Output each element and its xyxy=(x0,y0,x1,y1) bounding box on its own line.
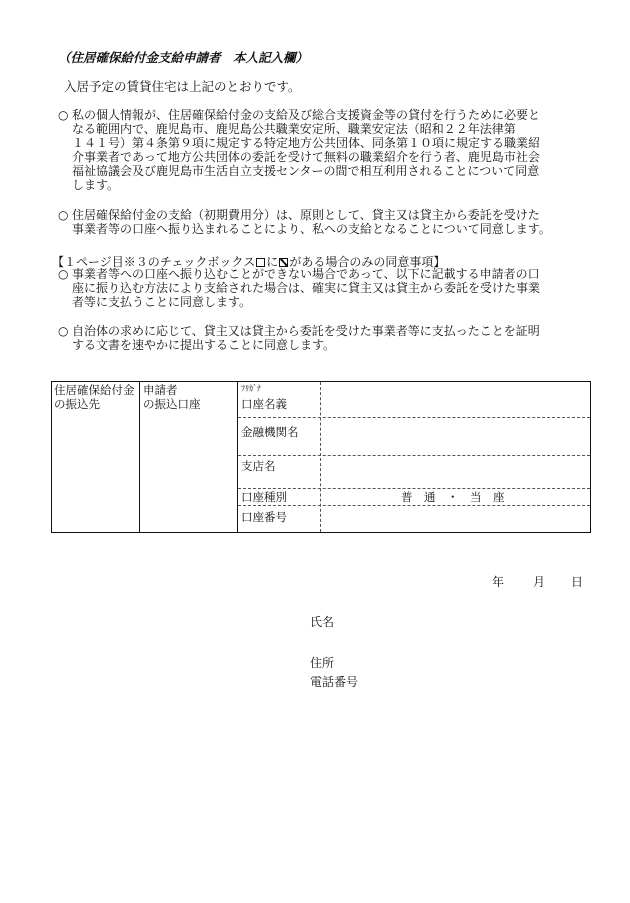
account-number-label: 口座番号 xyxy=(241,510,287,524)
signature-phone-label: 電話番号 xyxy=(310,675,359,689)
paragraph-line: します。 xyxy=(72,178,120,192)
account-table xyxy=(51,381,591,533)
paragraph-line: 事業者等の口座へ振り込まれることにより、私への支給となることについて同意します。 xyxy=(72,222,551,236)
header-suffix: がある場合のみの同意事項】 xyxy=(289,255,446,269)
header-middle: に xyxy=(266,255,279,269)
account-number-input[interactable] xyxy=(321,506,590,532)
consent-paragraph-personal-info xyxy=(58,108,586,192)
paragraph-line: 自治体の求めに応じて、貸主又は貸主から委託を受けた事業者等に支払ったことを証明 xyxy=(72,324,540,338)
destination-label-cell xyxy=(52,382,140,532)
paragraph-line: 介事業者であって地方公共団体の委託を受けて無料の職業紹介を行う者、鹿児島市社会 xyxy=(72,150,540,164)
paragraph-line: 住居確保給付金の支給（初期費用分）は、原則として、貸主又は貸主から委託を受けた xyxy=(72,208,540,222)
intro-text: 入居予定の賃貸住宅は上記のとおりです。 xyxy=(64,79,301,94)
applicant-account-label-cell xyxy=(140,382,238,532)
account-name-input[interactable] xyxy=(321,382,590,416)
section-title: （住居確保給付金支給申請者 本人記入欄） xyxy=(58,50,309,65)
bullet-circle-icon: ○ xyxy=(58,208,69,222)
applicant-label-line: 申請者 xyxy=(143,383,178,397)
checkbox-checked-icon xyxy=(279,258,288,267)
account-name-label: 口座名義 xyxy=(241,397,287,411)
bullet-circle-icon: ○ xyxy=(58,108,69,122)
branch-name-input[interactable] xyxy=(321,456,590,488)
paragraph-line: 者等に支払うことに同意します。 xyxy=(72,295,252,309)
paragraph-line: 福祉協議会及び鹿児島市生活自立支援センターの間で相互利用されることについて同意 xyxy=(72,164,540,178)
bullet-circle-icon: ○ xyxy=(58,267,69,281)
date-month: 月 xyxy=(533,575,546,589)
checkbox-empty-icon xyxy=(256,258,265,267)
paragraph-line: １４１号）第４条第９項に規定する特定地方公共団体、同条第１０項に規定する職業紹 xyxy=(72,136,541,150)
signature-name-label: 氏名 xyxy=(310,615,335,629)
consent-paragraph-proof xyxy=(58,324,586,352)
destination-label-line: 住居確保給付金 xyxy=(54,383,135,397)
consent-paragraph-applicant-account xyxy=(58,267,586,309)
header-prefix: 【１ページ目※３のチェックボックス xyxy=(52,255,256,269)
paragraph-line: する文書を速やかに提出することに同意します。 xyxy=(72,338,336,352)
branch-name-label: 支店名 xyxy=(241,459,276,473)
date-day: 日 xyxy=(571,575,584,589)
account-type-options[interactable]: 普 通 ・ 当 座 xyxy=(401,490,505,504)
account-type-label: 口座種別 xyxy=(241,490,287,504)
bullet-circle-icon: ○ xyxy=(58,324,69,338)
paragraph-line: 事業者等への口座へ振り込むことができない場合であって、以下に記載する申請者の口 xyxy=(72,267,540,281)
account-fields xyxy=(238,382,590,532)
paragraph-line: 座に振り込む方法により支給された場合は、確実に貸主又は貸主から委託を受けた事業 xyxy=(72,281,541,295)
date-year: 年 xyxy=(492,575,505,589)
consent-paragraph-payment xyxy=(58,208,586,236)
paragraph-line: 私の個人情報が、住居確保給付金の支給及び総合支援資金等の貸付を行うために必要と xyxy=(72,108,541,122)
paragraph-line: なる範囲内で、鹿児島市、鹿児島公共職業安定所、職業安定法（昭和２２年法律第 xyxy=(72,122,516,136)
furigana-label: ﾌﾘｶﾞﾅ xyxy=(241,384,261,393)
applicant-label-line: の振込口座 xyxy=(143,397,201,411)
bank-name-label: 金融機関名 xyxy=(241,425,299,439)
destination-label-line: の振込先 xyxy=(54,397,100,411)
bank-name-input[interactable] xyxy=(321,418,590,455)
signature-address-label: 住所 xyxy=(310,656,335,670)
